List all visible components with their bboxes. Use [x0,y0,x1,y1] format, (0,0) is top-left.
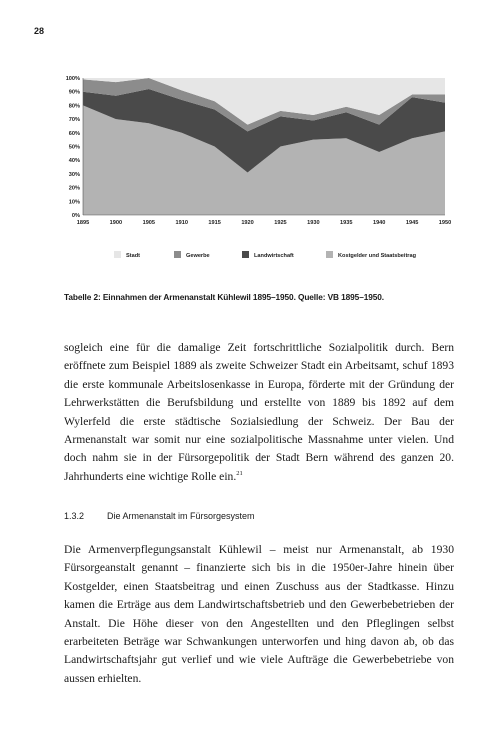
legend-label: Landwirtschaft [254,253,294,259]
x-tick-label: 1930 [307,220,320,226]
section-title: Die Armenanstalt im Fürsorgesystem [107,511,255,521]
page-number: 28 [34,26,45,36]
legend-swatch [174,251,181,258]
y-tick-label: 50% [68,144,80,151]
legend-label: Kostgelder und Staatsbeitrag [338,253,417,259]
section-number: 1.3.2 [64,511,85,521]
legend-label: Gewerbe [186,253,210,259]
x-tick-label: 1900 [109,220,123,226]
legend-label: Stadt [126,253,140,259]
y-tick-label: 70% [68,117,80,124]
y-tick-label: 60% [68,130,80,137]
legend-item [114,251,140,259]
y-tick-label: 100% [65,76,80,82]
y-tick-label: 0% [71,213,80,219]
y-tick-label: 40% [68,158,80,165]
y-tick-label: 10% [68,199,80,206]
legend-item [242,251,294,259]
x-tick-label: 1920 [241,220,254,226]
paragraph-1 [64,339,454,486]
paragraph-2: Die Armenverpflegungsanstalt Kühlewil – meist nur Armenanstalt, ab 1930 Fürsorgeanstalt genannt – finanzierte sich bis in die 1950er-Jahre hinein über Kostgelder, einen Staatsbeitrag und einen Zuschuss aus der Stadtkasse. Hinzu kamen die Erträge aus dem Landwirtschaftsbetrieb und den Gewerbebetrieben der Anstalt. Die Höhe dieser von den Angestellten und den Pfleglingen selbst erarbeiteten Beträge war Schwankungen unterworfen und hing davon ab, ob das Landwirtschaftsjahr gut verlief und wie viele Aufträge die Gewerbebetriebe von aussen erhielten. [64,543,454,685]
x-tick-label: 1945 [405,220,419,226]
legend-item [174,251,210,259]
y-tick-label: 90% [68,89,80,96]
y-tick-label: 80% [68,103,80,110]
x-tick-label: 1950 [438,220,452,226]
stacked-area-chart [56,70,452,270]
section-heading [64,511,255,521]
x-tick-label: 1940 [372,220,386,226]
y-tick-label: 30% [68,171,80,178]
y-tick-label: 20% [68,185,80,192]
legend-swatch [326,251,333,258]
paragraph-1-text: sogleich eine für die damalige Zeit fortschrittliche Sozialpolitik durch. Bern eröffnete zum Beispiel 1889 als zweite Schweizer Stadt ein Arbeitsamt, schuf 1893 die erste kommunale Arbeitslosenkasse in Europa, förderte mit der Gründung der Lehrwerkstätten die Berufsbildung und erstellte von 1889 bis 1892 auf dem Wylerfeld die erste städtische Sozialsiedlung der Schweiz. Der Bau der Armenanstalt war somit nur eine sozialpolitische Massnahme unter vielen. Und doch nahm sie in der Fürsorgepolitik der Stadt Bern während des ganzen 20. Jahrhunderts eine wichtige Rolle ein. [64,341,454,483]
x-tick-label: 1915 [208,220,221,226]
footnote-marker[interactable]: 21 [236,469,243,477]
x-tick-label: 1905 [142,220,156,226]
x-tick-label: 1910 [175,220,188,226]
legend-swatch [242,251,249,258]
x-tick-label: 1895 [76,220,90,226]
figure-caption: Tabelle 2: Einnahmen der Armenanstalt Kühlewil 1895–1950. Quelle: VB 1895–1950. [64,292,384,302]
legend-swatch [114,251,121,258]
x-tick-label: 1935 [340,220,353,226]
legend-item [326,251,417,259]
x-tick-label: 1925 [274,220,287,226]
